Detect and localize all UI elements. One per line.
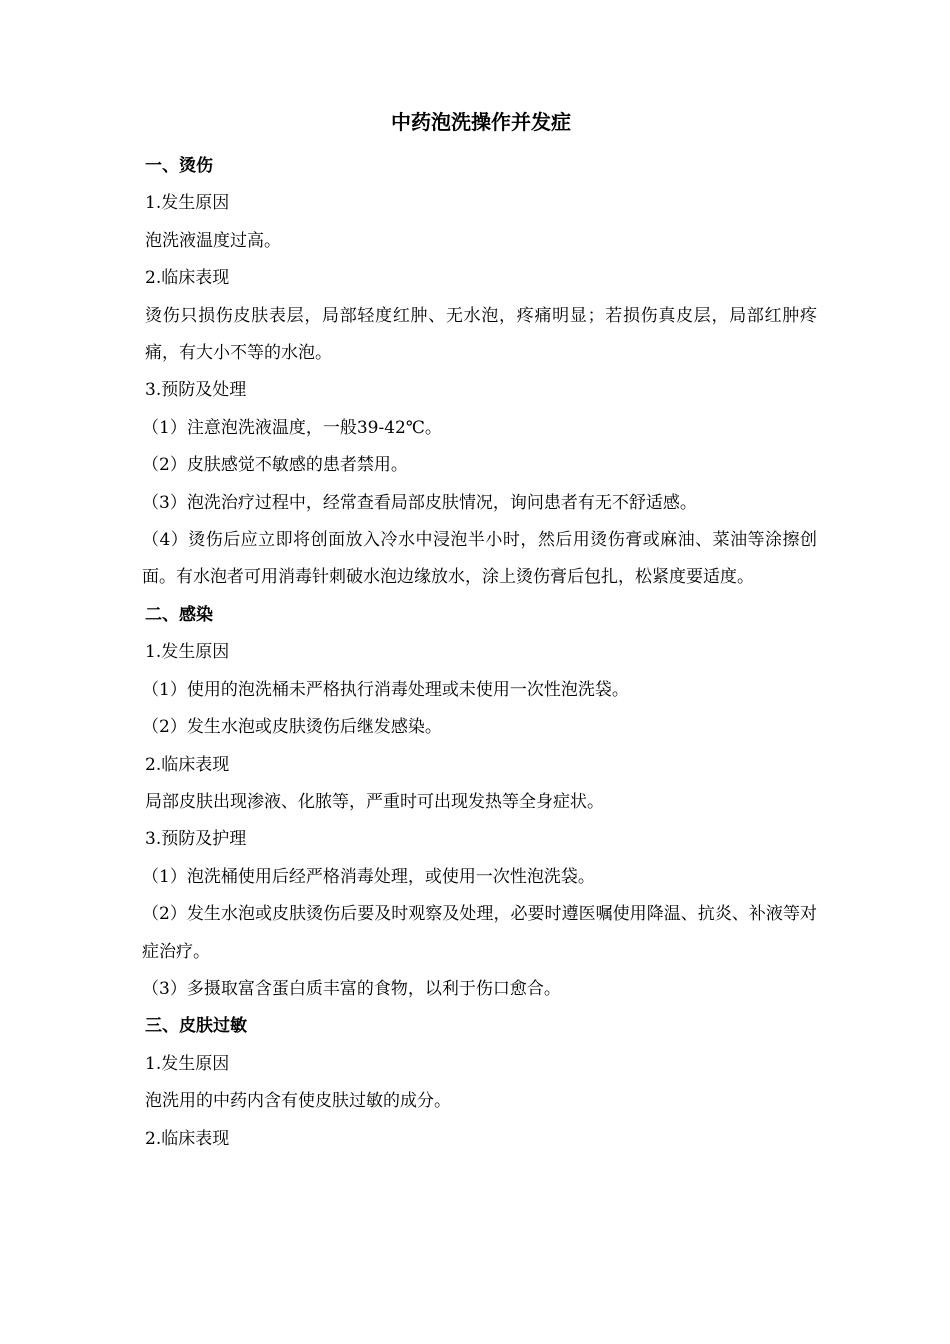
- list-item: （2）皮肤感觉不敏感的患者禁用。: [142, 455, 408, 476]
- section-heading: 三、皮肤过敏: [145, 1016, 247, 1037]
- subsection-label: 1.发生原因: [145, 1053, 230, 1074]
- section-heading: 二、感染: [145, 604, 213, 625]
- section-burn: [142, 148, 817, 597]
- subsection-label: 2.临床表现: [145, 754, 230, 775]
- list-item: （4）烫伤后应立即将创面放入冷水中浸泡半小时，然后用烫伤膏或麻油、菜油等涂擦创面。有水泡者可用消毒针刺破水泡边缘放水，涂上烫伤膏后包扎，松紧度要适度。: [142, 530, 817, 588]
- list-item: （1）泡洗桶使用后经严格消毒处理，或使用一次性泡洗袋。: [142, 866, 595, 887]
- list-item: （2）发生水泡或皮肤烫伤后继发感染。: [142, 717, 442, 738]
- document-body: [142, 104, 817, 1158]
- section-infection: [142, 597, 817, 1008]
- list-item: （2）发生水泡或皮肤烫伤后要及时观察及处理，必要时遵医嘱使用降温、抗炎、补液等对症治疗。: [142, 904, 817, 962]
- paragraph: 泡洗用的中药内含有使皮肤过敏的成分。: [145, 1091, 451, 1112]
- subsection-label: 2.临床表现: [145, 268, 230, 289]
- subsection-label: 2.临床表现: [145, 1128, 230, 1149]
- paragraph: 烫伤只损伤皮肤表层，局部轻度红肿、无水泡，疼痛明显；若损伤真皮层，局部红肿疼痛，有大小不等的水泡。: [145, 305, 817, 364]
- list-item: （3）泡洗治疗过程中，经常查看局部皮肤情况，询问患者有无不舒适感。: [142, 492, 697, 513]
- list-item: （3）多摄取富含蛋白质丰富的食物，以利于伤口愈合。: [142, 978, 561, 999]
- list-item: （1）使用的泡洗桶未严格执行消毒处理或未使用一次性泡洗袋。: [142, 679, 629, 700]
- paragraph: 泡洗液温度过高。: [145, 230, 281, 251]
- subsection-label: 3.预防及处理: [145, 380, 247, 401]
- subsection-label: 3.预防及护理: [145, 829, 247, 850]
- subsection-label: 1.发生原因: [145, 193, 230, 214]
- subsection-label: 1.发生原因: [145, 642, 230, 663]
- section-heading: 一、烫伤: [145, 156, 213, 176]
- list-item: （1）注意泡洗液温度，一般39-42℃。: [142, 417, 442, 438]
- paragraph: 局部皮肤出现渗液、化脓等，严重时可出现发热等全身症状。: [145, 791, 604, 812]
- section-skin-allergy: [145, 1008, 817, 1158]
- page-title: 中药泡洗操作并发症: [391, 110, 571, 134]
